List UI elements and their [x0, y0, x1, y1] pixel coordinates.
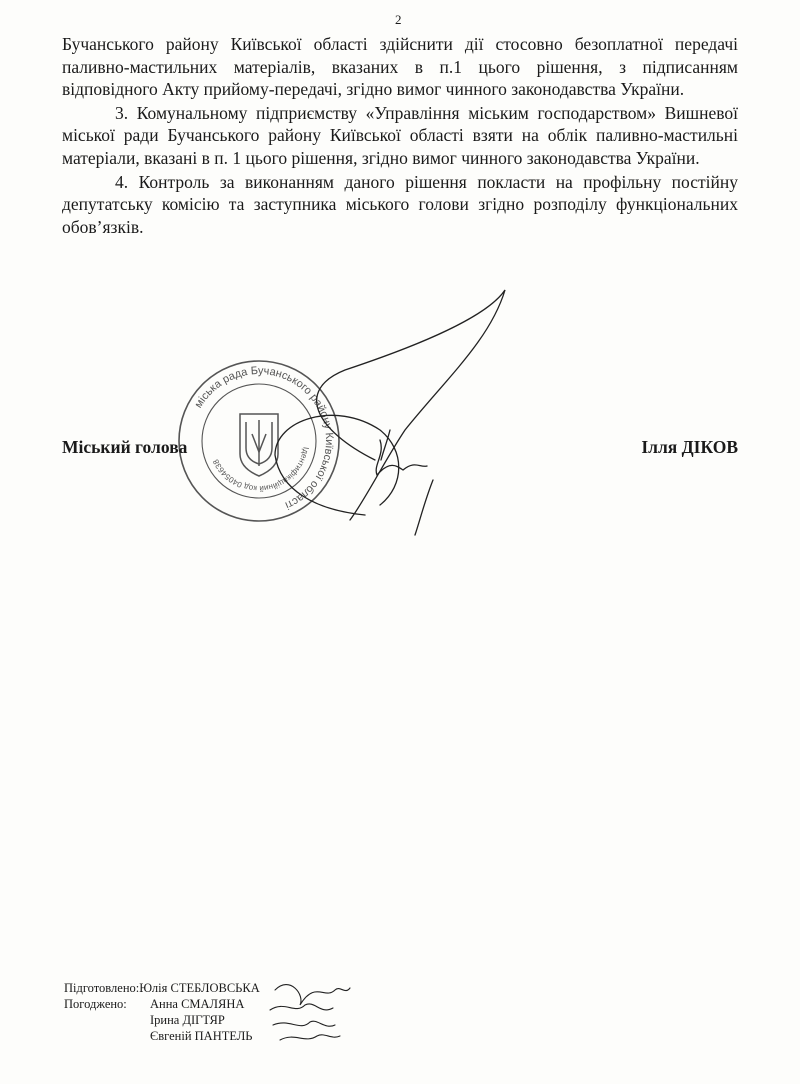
paragraph-item-4: 4. Контроль за виконанням даного рішення покласти на профільну постійну депутатську комісію та заступника міського голови згідно розподілу функціональних обов’язків.	[62, 171, 738, 237]
agreed-line	[64, 1028, 260, 1044]
prepared-line	[64, 980, 260, 996]
signatory-name: Ілля ДІКОВ	[641, 437, 738, 457]
paragraph-continuation: Бучанського району Київської області здійснити дії стосовно безоплатної передачі паливно-мастильних матеріалів, вказаних в п.1 цього рішення, з підписанням відповідного Акту прийому-передачі, згідно вимог чинного законодавства України.	[62, 34, 738, 100]
page-number: 2	[395, 12, 402, 27]
agreed-line	[64, 1012, 260, 1028]
agreed-label: Погоджено:	[64, 997, 127, 1011]
preparation-block	[64, 980, 260, 1044]
seal-outer-text: міська рада Бучанського району Київської області	[192, 364, 336, 512]
agreed-by-1: Анна СМАЛЯНА	[150, 997, 245, 1011]
position-title: Міський голова	[62, 437, 188, 457]
seal-inner-text: Ідентифікаційний код 04054638	[211, 446, 311, 494]
agreed-line	[64, 996, 260, 1012]
approval-signatures	[255, 970, 355, 1050]
document-body	[62, 33, 738, 238]
agreed-by-2: Ірина ДІГТЯР	[150, 1013, 225, 1027]
prepared-by: Юлія СТЕБЛОВСЬКА	[139, 981, 260, 995]
signature-row	[62, 437, 738, 458]
agreed-by-3: Євгеній ПАНТЕЛЬ	[150, 1029, 253, 1043]
prepared-label: Підготовлено:	[64, 981, 140, 995]
mayor-signature	[255, 280, 525, 550]
paragraph-item-3: 3. Комунальному підприємству «Управління міським господарством» Вишневої міської ради Бучанського району Київської області взяти на облік паливно-мастильні матеріали, вказані в п. 1 цього рішення, згідно вимог чинного законодавства України.	[62, 102, 738, 168]
